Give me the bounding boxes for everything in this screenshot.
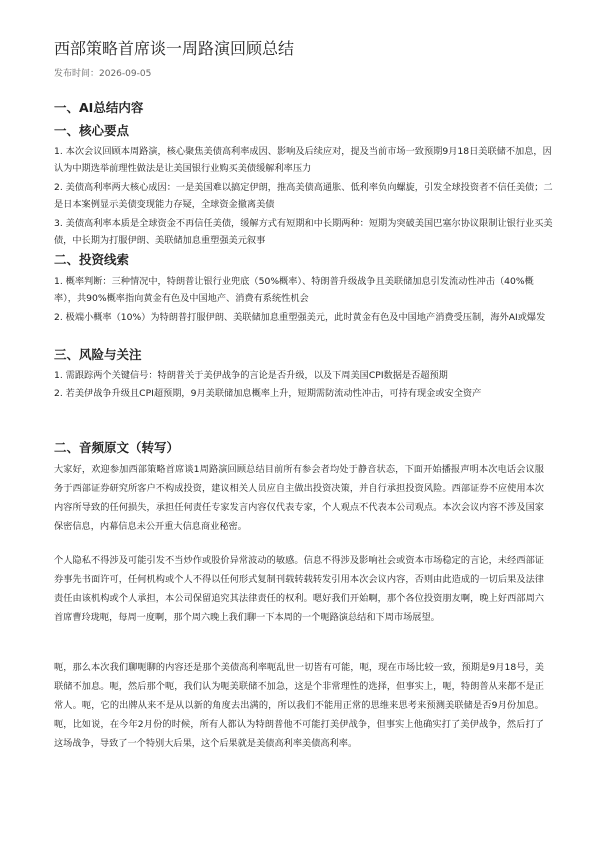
page-title: 西部策略首席谈一周路演回顾总结 [54, 39, 295, 58]
risk-heading: 三、风险与关注 [54, 347, 142, 362]
transcript-paragraph: 大家好，欢迎参加西部策略首席谈1周路演回顾总结目前所有参会者均处于静音状态，下面开始播报声明本次电话会议服务于西部证券研究所客户不构成投资，建议相关人员应自主做出投资决策，并自行承担投资风险。西部证券不应使用本次内容所导致的任何损失，承担任何责任专家发言内容仅代表专家，个人观点不代表本公司观点。本次会议内容不涉及国家保密信息，内幕信息未公开重大信息商业秘密。 [54, 464, 544, 532]
core-points-heading: 一、核心要点 [54, 123, 130, 138]
ai-summary-heading: 一、AI总结内容 [54, 100, 144, 115]
transcript-paragraph: 呃，那么本次我们聊呃聊的内容还是那个美债高利率呃乱世一切皆有可能，呃，现在市场比较一致，预期是9月18号，美联储不加息。呃，然后那个呃，我们认为呃美联储不加急，这是个非常理性的选择，但事实上，呃，特朗普从来都不是正常人。呃，它的出牌从来不是从以新的角度去出满的，所以我们不能用正常的思维来思考来预测美联储是否9月份加息。呃，比如说，在今年2月份的时候，所有人都认为特朗普他不可能打美伊战争，但事实上他确实打了美伊战争，然后打了这场战争，导致了一个特别大后果，这个后果就是美债高利率美债高利率。 [54, 662, 544, 749]
investment-clue-item: 1. 概率判断：三种情况中，特朗普让银行业兜底（50%概率）、特朗普升级战争且美联储加息引发流动性冲击（40%概率），共90%概率指向黄金有色及中国地产、消费有系统性机会 [54, 276, 534, 304]
transcript-heading: 二、音频原文（转写） [54, 440, 180, 455]
core-point-item: 3. 美债高利率本质是全球资金不再信任美债，缓解方式有短期和中长期两种：短期为突破美国巴塞尔协议限制让银行业买美债，中长期为打服伊朗、美联储加息重塑强美元叙事 [54, 218, 553, 246]
core-point-item: 2. 美债高利率两大核心成因：一是美国难以搞定伊朗，推高美债高通胀、低利率负向螺旋，引发全球投资者不信任美债；二是日本案例显示美债变现能力存疑，全球资金撤离美债 [54, 182, 553, 210]
publish-time: 发布时间：2026-09-05 [54, 69, 152, 79]
investment-clues-heading: 二、投资线索 [54, 252, 130, 267]
risk-item: 1. 需跟踪两个关键信号：特朗普关于美伊战争的言论是否升级，以及下周美国CPI数据是否超预期 [54, 370, 448, 381]
transcript-paragraph: 个人隐私不得涉及可能引发不当炒作或股价异常波动的敏感。信息不得涉及影响社会或资本市场稳定的言论，未经西部证券事先书面许可，任何机构或个人不得以任何形式复制刊载转载转发引用本次会议内容，否则由此造成的一切后果及法律责任由该机构或个人承担，本公司保留追究其法律责任的权利。嗯好我们开始啊，那个各位投资朋友啊，晚上好西部周六首席曹玲珑呃，每周一度啊，那个周六晚上我们聊一下本周的一个呃路演总结和下周市场展望。 [54, 555, 544, 623]
investment-clue-item: 2. 极端小概率（10%）为特朗普打服伊朗、美联储加息重塑强美元，此时黄金有色及中国地产消费受压制，海外AI或爆发 [54, 312, 546, 323]
core-point-item: 1. 本次会议回顾本周路演，核心聚焦美债高利率成因、影响及后续应对，提及当前市场一致预期9月18日美联储不加息，因认为中期选举前理性做法是让美国银行业购买美债缓解利率压力 [54, 146, 552, 174]
risk-item: 2. 若美伊战争升级且CPI超预期，9月美联储加息概率上升，短期需防流动性冲击，可持有现金或安全资产 [54, 388, 482, 399]
